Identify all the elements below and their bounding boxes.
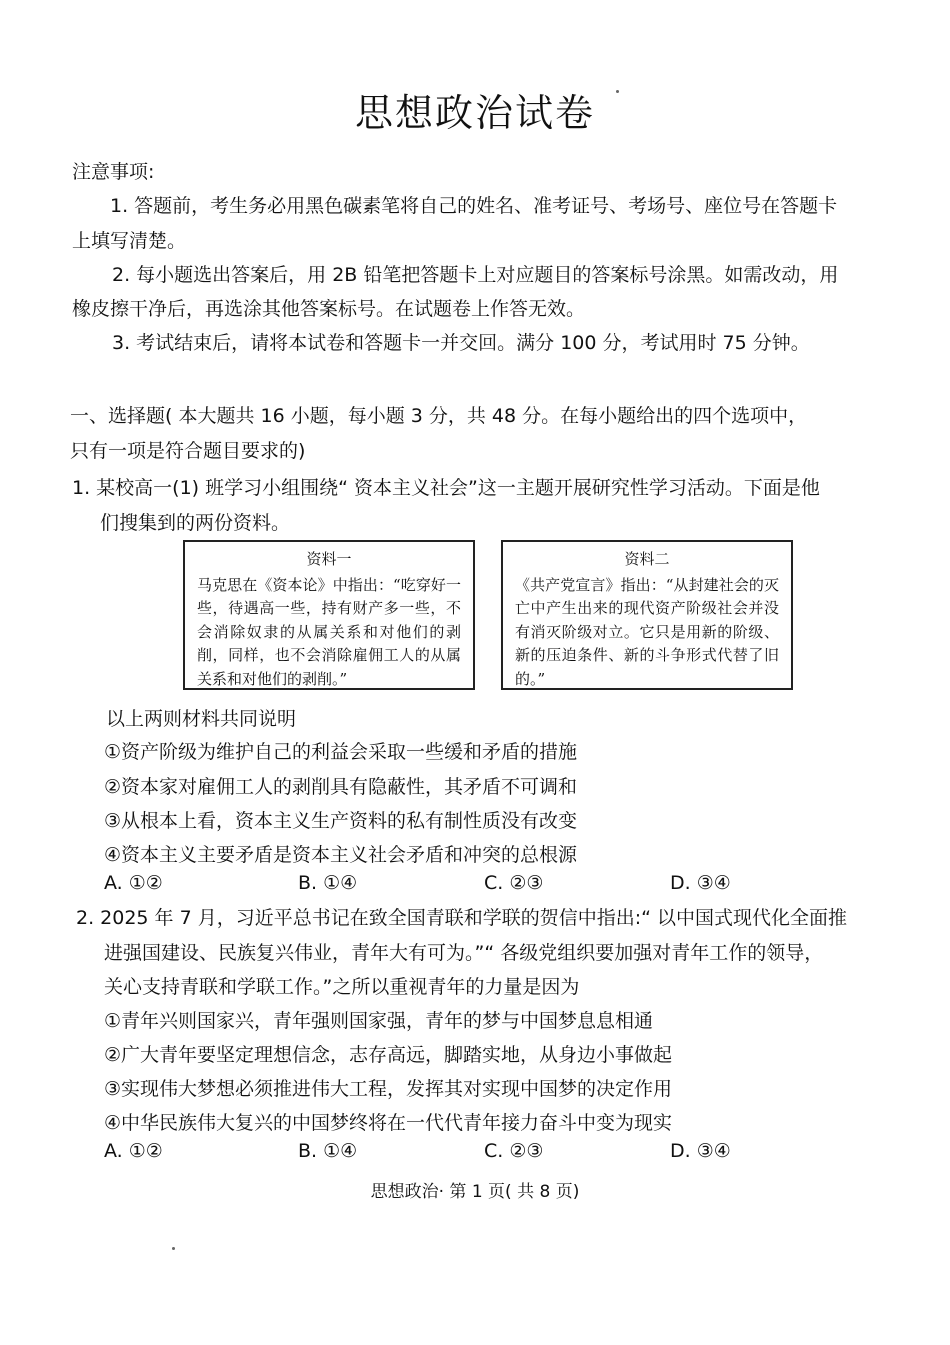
material-one-title: 资料一 (306, 550, 352, 568)
question-2-stem: 2. 2025 年 7 月，习近平总书记在致全国青联和学联的贺信中指出:“ 以中国式现代化全面推 (76, 907, 848, 929)
question-1-statement: ②资本家对雇佣工人的剥削具有隐蔽性，其矛盾不可调和 (104, 776, 578, 798)
page-footer: 思想政治· 第 1 页( 共 8 页) (370, 1182, 580, 1202)
material-one-text: 马克思在《资本论》中指出：“吃穿好一些，待遇高一些，持有财产多一些，不会消除奴隶的从属关系和对他们的剥削，同样，也不会消除雇佣工人的从属关系和对他们的剥削。” (197, 575, 461, 688)
option-b: B. ①④ (298, 872, 358, 894)
section-heading: 一、选择题( 本大题共 16 小题，每小题 3 分，共 48 分。在每小题给出的四个选项中， (70, 405, 808, 427)
option-c: C. ②③ (484, 872, 544, 894)
material-one-box (183, 540, 475, 690)
option-c: C. ②③ (484, 1140, 544, 1162)
notice-item-3: 3. 考试结束后，请将本试卷和答题卡一并交回。满分 100 分，考试用时 75 分钟。 (112, 332, 810, 354)
notice-item-1-cont: 上填写清楚。 (72, 230, 187, 252)
section-heading-cont: 只有一项是符合题目要求的) (70, 440, 306, 462)
notice-item-1: 1. 答题前，考生务必用黑色碳素笔将自己的姓名、准考证号、考场号、座位号在答题卡 (110, 195, 838, 217)
material-two-box (501, 540, 793, 690)
option-a: A. ①② (104, 872, 163, 894)
question-2-stem-cont: 进强国建设、民族复兴伟业，青年大有可为。”“ 各级党组织要加强对青年工作的领导， (104, 942, 824, 964)
question-1-options (0, 871, 950, 895)
question-2-statement: ④中华民族伟大复兴的中国梦终将在一代代青年接力奋斗中变为现实 (104, 1112, 673, 1134)
notice-item-2: 2. 每小题选出答案后，用 2B 铅笔把答题卡上对应题目的答案标号涂黑。如需改动，用 (112, 264, 839, 286)
question-2-statement: ②广大青年要坚定理想信念，志存高远，脚踏实地，从身边小事做起 (104, 1044, 673, 1066)
option-d: D. ③④ (670, 872, 731, 894)
scan-speck (172, 1247, 175, 1250)
option-d: D. ③④ (670, 1140, 731, 1162)
question-2-statement: ③实现伟大梦想必须推进伟大工程，发挥其对实现中国梦的决定作用 (104, 1078, 673, 1100)
option-b: B. ①④ (298, 1140, 358, 1162)
question-2-stem-cont: 关心支持青联和学联工作。”之所以重视青年的力量是因为 (104, 976, 580, 998)
material-two-title: 资料二 (624, 550, 670, 568)
scan-speck (616, 90, 619, 93)
page-title: 思想政治试卷 (354, 91, 595, 135)
material-two-text: 《共产党宣言》指出：“从封建社会的灭亡中产生出来的现代资产阶级社会并没有消灭阶级对立。它只是用新的阶级、新的压迫条件、新的斗争形式代替了旧的。” (515, 575, 779, 688)
question-2-statement: ①青年兴则国家兴，青年强则国家强，青年的梦与中国梦息息相通 (104, 1010, 654, 1032)
option-a: A. ①② (104, 1140, 163, 1162)
question-1-stem-cont: 们搜集到的两份资料。 (100, 512, 291, 534)
question-1-statement: ①资产阶级为维护自己的利益会采取一些缓和矛盾的措施 (104, 741, 578, 763)
question-1-statement: ④资本主义主要矛盾是资本主义社会矛盾和冲突的总根源 (104, 844, 578, 866)
question-1-statement: ③从根本上看，资本主义生产资料的私有制性质没有改变 (104, 810, 578, 832)
question-2-options (0, 1139, 950, 1163)
question-1-prompt: 以上两则材料共同说明 (106, 708, 297, 730)
question-1-stem: 1. 某校高一(1) 班学习小组围绕“ 资本主义社会”这一主题开展研究性学习活动。下面是他 (72, 477, 820, 499)
notice-heading: 注意事项: (72, 161, 155, 183)
notice-item-2-cont: 橡皮擦干净后，再选涂其他答案标号。在试题卷上作答无效。 (72, 298, 586, 320)
